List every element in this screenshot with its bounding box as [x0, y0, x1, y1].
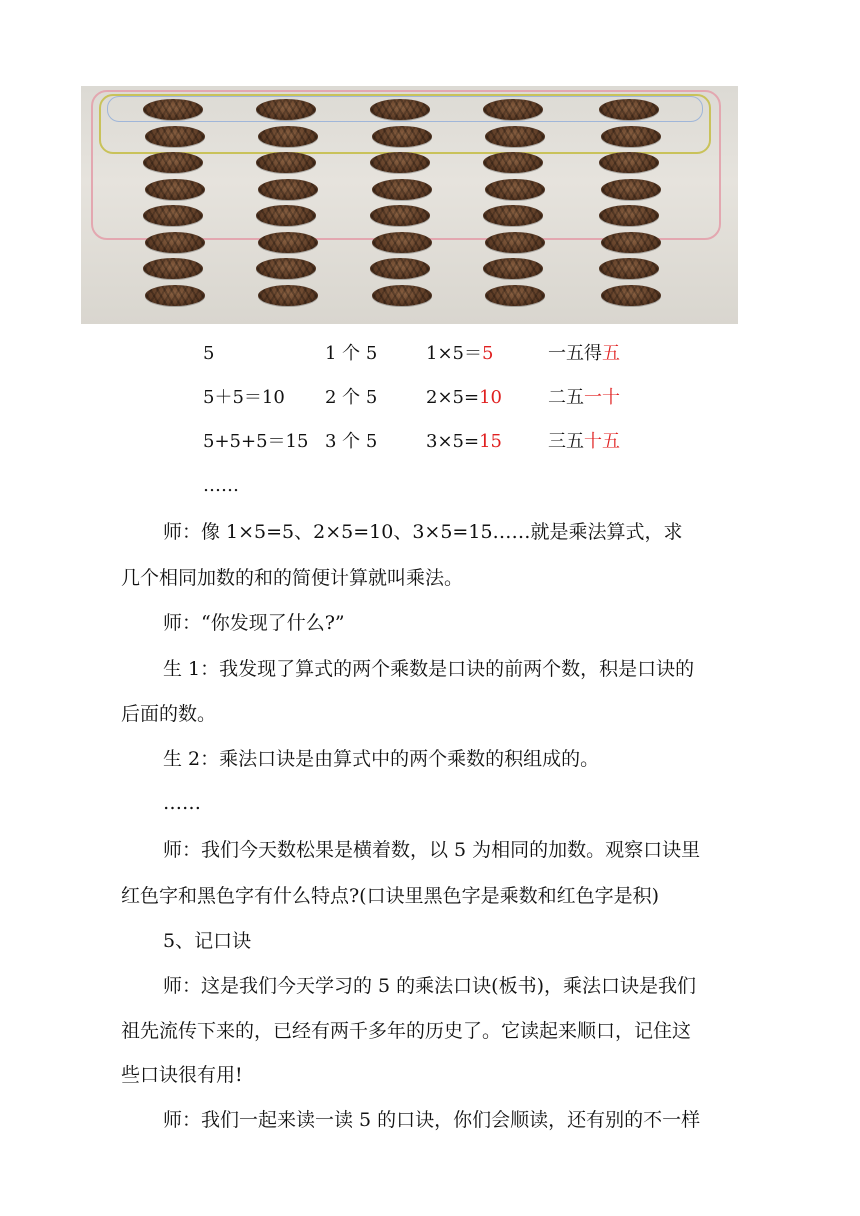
paragraph-line: 师：我们一起来读一读 5 的口诀，你们会顺读，还有别的不一样 — [163, 1109, 701, 1131]
pinecone-icon — [372, 126, 432, 147]
pinecone-icon — [256, 99, 316, 120]
pinecone-icon — [599, 205, 659, 226]
pinecone-icon — [601, 126, 661, 147]
table-row — [0, 430, 860, 454]
paragraph-line: 红色字和黑色字有什么特点?(口诀里黑色字是乘数和红色字是积) — [121, 885, 660, 907]
pinecone-icon — [372, 285, 432, 306]
paragraph-line: 祖先流传下来的，已经有两千多年的历史了。它读起来顺口，记住这 — [121, 1020, 692, 1042]
pinecone-icon — [483, 99, 543, 120]
pinecone-icon — [601, 179, 661, 200]
pinecone-icon — [483, 205, 543, 226]
pinecone-icon — [599, 152, 659, 173]
pinecone-icon — [370, 205, 430, 226]
pinecone-icon — [256, 258, 316, 279]
pinecone-icon — [256, 152, 316, 173]
pinecone-icon — [256, 205, 316, 226]
pinecone-icon — [258, 232, 318, 253]
pinecone-icon — [258, 126, 318, 147]
pinecone-icon — [485, 232, 545, 253]
section-heading: 5、记口诀 — [163, 930, 252, 952]
paragraph-line: 师：像 1×5=5、2×5=10、3×5=15……就是乘法算式，求 — [163, 521, 683, 543]
pinecone-icon — [483, 258, 543, 279]
group-count: 1 个 5 — [325, 343, 378, 364]
pinecone-icon — [370, 258, 430, 279]
multiplication-equation: 1×5＝5 — [426, 343, 494, 364]
multiplication-rhyme: 一五得五 — [548, 343, 620, 364]
paragraph-line: 后面的数。 — [121, 703, 217, 725]
pinecone-icon — [258, 285, 318, 306]
pinecone-icon — [258, 179, 318, 200]
pinecone-icon — [143, 205, 203, 226]
pinecone-icon — [145, 232, 205, 253]
pinecone-icon — [485, 285, 545, 306]
paragraph-line: 生 1：我发现了算式的两个乘数是口诀的前两个数，积是口诀的 — [163, 658, 695, 680]
pinecone-icon — [485, 179, 545, 200]
paragraph-line: 几个相同加数的和的简便计算就叫乘法。 — [121, 567, 464, 589]
pinecone-icon — [370, 99, 430, 120]
pinecone-icon — [483, 152, 543, 173]
pinecone-icon — [372, 232, 432, 253]
pinecone-icon — [599, 258, 659, 279]
pinecone-icon — [601, 285, 661, 306]
multiplication-equation: 2×5=10 — [426, 387, 502, 408]
pinecone-icon — [145, 285, 205, 306]
table-row — [0, 386, 860, 410]
paragraph-line: 师：这是我们今天学习的 5 的乘法口诀(板书)，乘法口诀是我们 — [163, 975, 696, 997]
pinecone-figure — [81, 86, 738, 324]
pinecone-icon — [143, 152, 203, 173]
addition-sum: 5+5+5＝15 — [203, 431, 309, 452]
multiplication-rhyme: 三五十五 — [548, 431, 620, 452]
addition-sum: 5 — [203, 343, 215, 364]
group-count: 2 个 5 — [325, 387, 378, 408]
pinecone-icon — [485, 126, 545, 147]
paragraph-line: 些口诀很有用! — [121, 1064, 243, 1086]
table-row — [0, 342, 860, 366]
pinecone-icon — [145, 126, 205, 147]
paragraph-line: 师：“你发现了什么?” — [163, 612, 345, 634]
pinecone-icon — [370, 152, 430, 173]
pinecone-icon — [145, 179, 205, 200]
paragraph-line: 生 2：乘法口诀是由算式中的两个乘数的积组成的。 — [163, 748, 600, 770]
group-count: 3 个 5 — [325, 431, 378, 452]
multiplication-rhyme: 二五一十 — [548, 387, 620, 408]
pinecone-icon — [601, 232, 661, 253]
multiplication-equation: 3×5=15 — [426, 431, 502, 452]
paragraph-line: 师：我们今天数松果是横着数，以 5 为相同的加数。观察口诀里 — [163, 839, 701, 861]
table-ellipsis: …… — [203, 475, 239, 496]
paragraph-line: …… — [163, 792, 201, 814]
addition-sum: 5＋5＝10 — [203, 387, 285, 408]
pinecone-icon — [143, 258, 203, 279]
pinecone-icon — [599, 99, 659, 120]
pinecone-icon — [143, 99, 203, 120]
pinecone-icon — [372, 179, 432, 200]
